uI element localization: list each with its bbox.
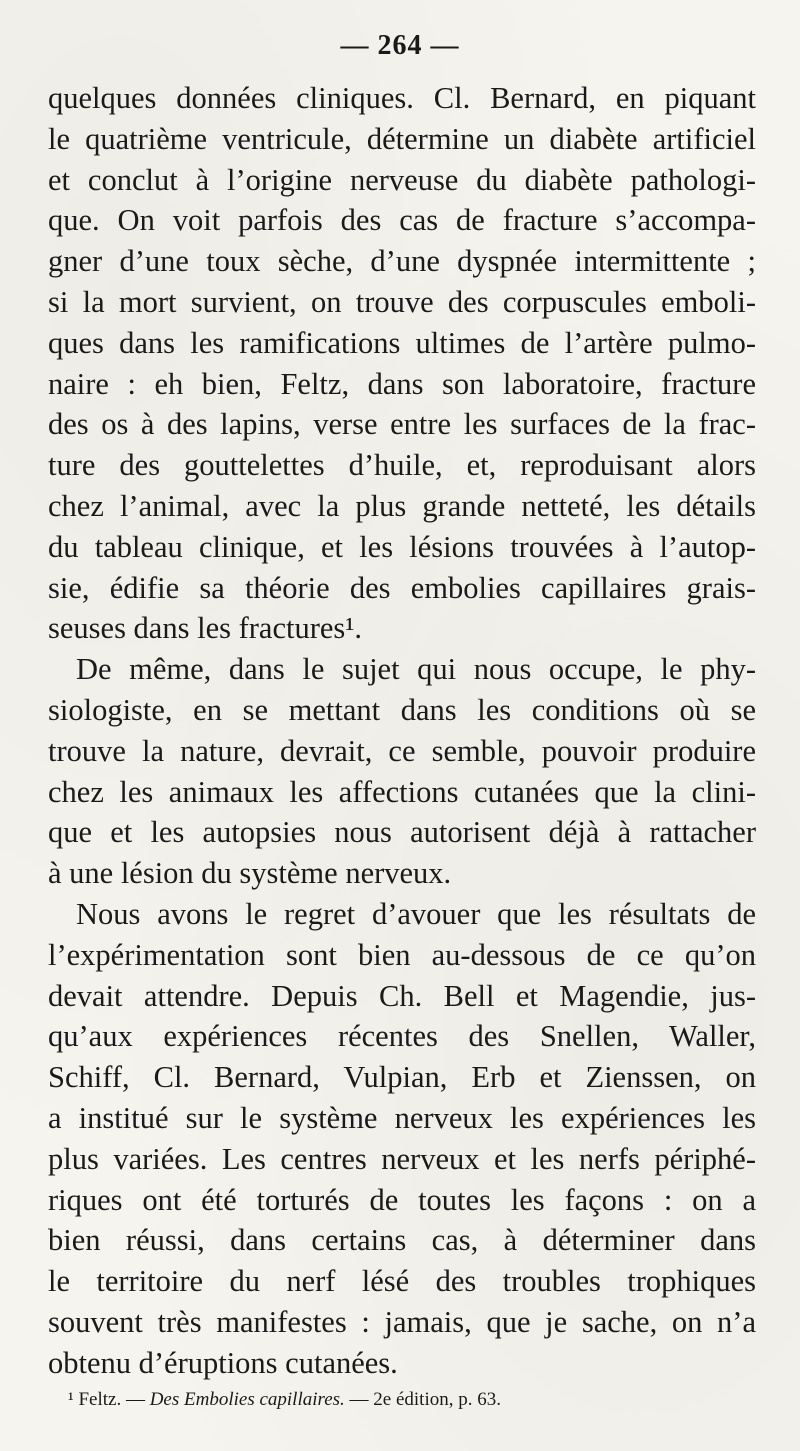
text-line: a institué sur le système nerveux les expériences les bbox=[48, 1100, 756, 1135]
text-line: du tableau clinique, et les lésions trouvées à l’autop- bbox=[48, 529, 756, 564]
text-line: que et les autopsies nous autorisent déjà à rattacher bbox=[48, 815, 756, 850]
text-line: sie, édifie sa théorie des embolies capillaires grais- bbox=[48, 570, 756, 605]
text-line: qu’aux expériences récentes des Snellen, Waller, bbox=[48, 1019, 756, 1054]
text-line: plus variées. Les centres nerveux et les nerfs périphé- bbox=[48, 1141, 756, 1176]
text-line: des os à des lapins, verse entre les surfaces de la frac- bbox=[48, 407, 756, 442]
body-text bbox=[48, 78, 756, 1384]
text-line: De même, dans le sujet qui nous occupe, le phy- bbox=[76, 652, 756, 687]
text-line: chez les animaux les affections cutanées que la clini- bbox=[48, 774, 756, 809]
text-line: le territoire du nerf lésé des troubles trophiques bbox=[48, 1264, 756, 1299]
text-line: obtenu d’éruptions cutanées. bbox=[48, 1345, 398, 1380]
text-line: à une lésion du système nerveux. bbox=[48, 856, 452, 891]
text-line: chez l’animal, avec la plus grande netteté, les détails bbox=[48, 488, 756, 523]
footnote-marker: ¹ bbox=[68, 1389, 74, 1410]
footnote-title: Des Embolies capillaires. bbox=[149, 1389, 345, 1410]
footnote-rest: — 2e édition, p. 63. bbox=[349, 1389, 501, 1410]
text-line: ques dans les ramifications ultimes de l’artère pulmo- bbox=[48, 325, 756, 360]
text-line: Schiff, Cl. Bernard, Vulpian, Erb et Zienssen, on bbox=[48, 1060, 756, 1095]
text-line: le quatrième ventricule, détermine un diabète artificiel bbox=[48, 121, 756, 156]
text-line: si la mort survient, on trouve des corpuscules emboli- bbox=[48, 284, 756, 319]
footnote-author: Feltz. — bbox=[78, 1389, 145, 1410]
text-line: Nous avons le regret d’avouer que les résultats de bbox=[76, 896, 756, 931]
page-number: — 264 — bbox=[340, 30, 460, 61]
text-line: et conclut à l’origine nerveuse du diabète pathologi- bbox=[48, 162, 756, 197]
text-line: gner d’une toux sèche, d’une dyspnée intermittente ; bbox=[48, 244, 756, 279]
text-line: naire : eh bien, Feltz, dans son laboratoire, fracture bbox=[48, 366, 756, 401]
text-line: siologiste, en se mettant dans les conditions où se bbox=[48, 692, 756, 727]
text-line: souvent très manifestes : jamais, que je sache, on n’a bbox=[48, 1304, 756, 1339]
text-line: l’expérimentation sont bien au-dessous de ce qu’on bbox=[48, 937, 756, 972]
text-line: quelques données cliniques. Cl. Bernard, en piquant bbox=[48, 81, 756, 115]
text-line: ture des gouttelettes d’huile, et, reproduisant alors bbox=[48, 448, 756, 483]
text-line: riques ont été torturés de toutes les façons : on a bbox=[48, 1182, 756, 1217]
text-line: devait attendre. Depuis Ch. Bell et Magendie, jus- bbox=[48, 978, 756, 1013]
text-line: que. On voit parfois des cas de fracture s’accompa- bbox=[48, 203, 756, 238]
text-line: bien réussi, dans certains cas, à déterminer dans bbox=[48, 1223, 756, 1258]
footnote bbox=[68, 1388, 688, 1412]
text-line: trouve la nature, devrait, ce semble, pouvoir produire bbox=[48, 733, 756, 768]
text-line: seuses dans les fractures¹. bbox=[48, 611, 363, 646]
